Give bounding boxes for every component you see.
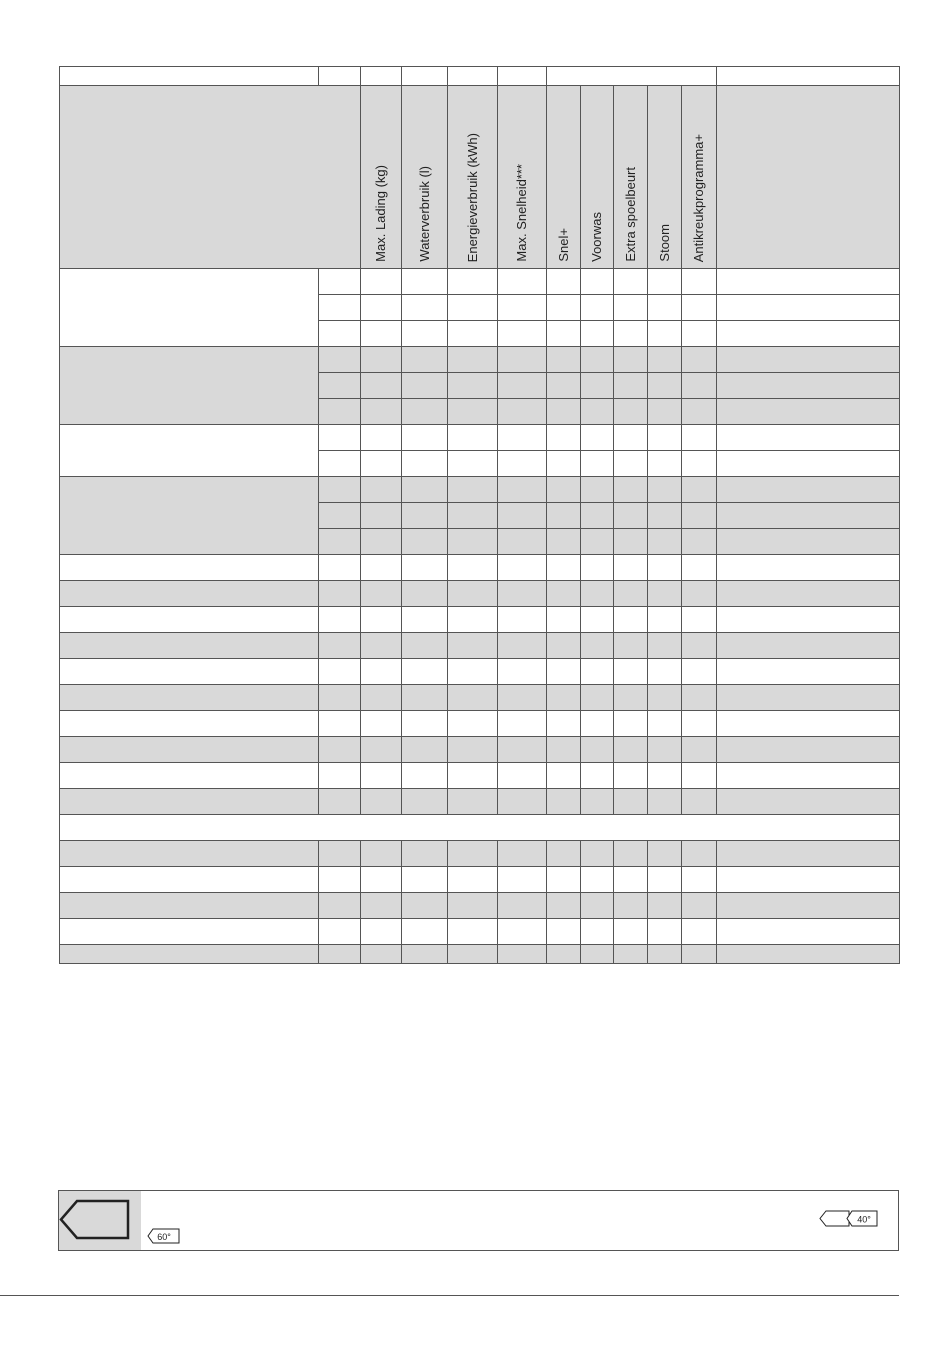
temperature-60-icon — [147, 1228, 181, 1244]
table-header-row — [60, 86, 900, 269]
footer-divider — [0, 1295, 899, 1296]
header-last-cell — [717, 86, 900, 269]
table-row — [60, 581, 900, 607]
header-extra-rinse: Extra spoelbeurt — [614, 86, 648, 269]
header-max-speed: Max. Snelheid*** — [498, 86, 547, 269]
table-row — [60, 269, 900, 295]
header-max-load: Max. Lading (kg) — [361, 86, 402, 269]
table-row — [60, 789, 900, 815]
header-water-consumption: Waterverbruik (l) — [402, 86, 448, 269]
table-section-row — [60, 815, 900, 841]
table-row — [60, 555, 900, 581]
tag-icon — [59, 1191, 141, 1250]
svg-text:60°: 60° — [157, 1232, 171, 1242]
table-row — [60, 945, 900, 964]
table-row — [60, 347, 900, 373]
header-prewash: Voorwas — [581, 86, 614, 269]
header-programme-cell — [60, 86, 361, 269]
programme-table — [59, 66, 900, 964]
temperature-40-icon — [819, 1210, 879, 1227]
table-row — [60, 607, 900, 633]
table-row — [60, 425, 900, 451]
table-row — [60, 841, 900, 867]
info-note-box — [58, 1190, 899, 1251]
header-energy-consumption: Energieverbruik (kWh) — [448, 86, 498, 269]
table-row — [60, 659, 900, 685]
table-row — [60, 737, 900, 763]
table-row — [60, 633, 900, 659]
svg-text:40°: 40° — [857, 1214, 871, 1225]
header-steam: Stoom — [648, 86, 682, 269]
header-anti-crease: Antikreukprogramma+ — [682, 86, 717, 269]
table-row — [60, 867, 900, 893]
table-row — [60, 919, 900, 945]
table-row — [60, 685, 900, 711]
table-row — [60, 477, 900, 503]
note-side-panel — [59, 1191, 141, 1250]
table-top-row — [60, 67, 900, 86]
table-row — [60, 763, 900, 789]
header-quick-plus: Snel+ — [547, 86, 581, 269]
table-row — [60, 893, 900, 919]
table-row — [60, 711, 900, 737]
